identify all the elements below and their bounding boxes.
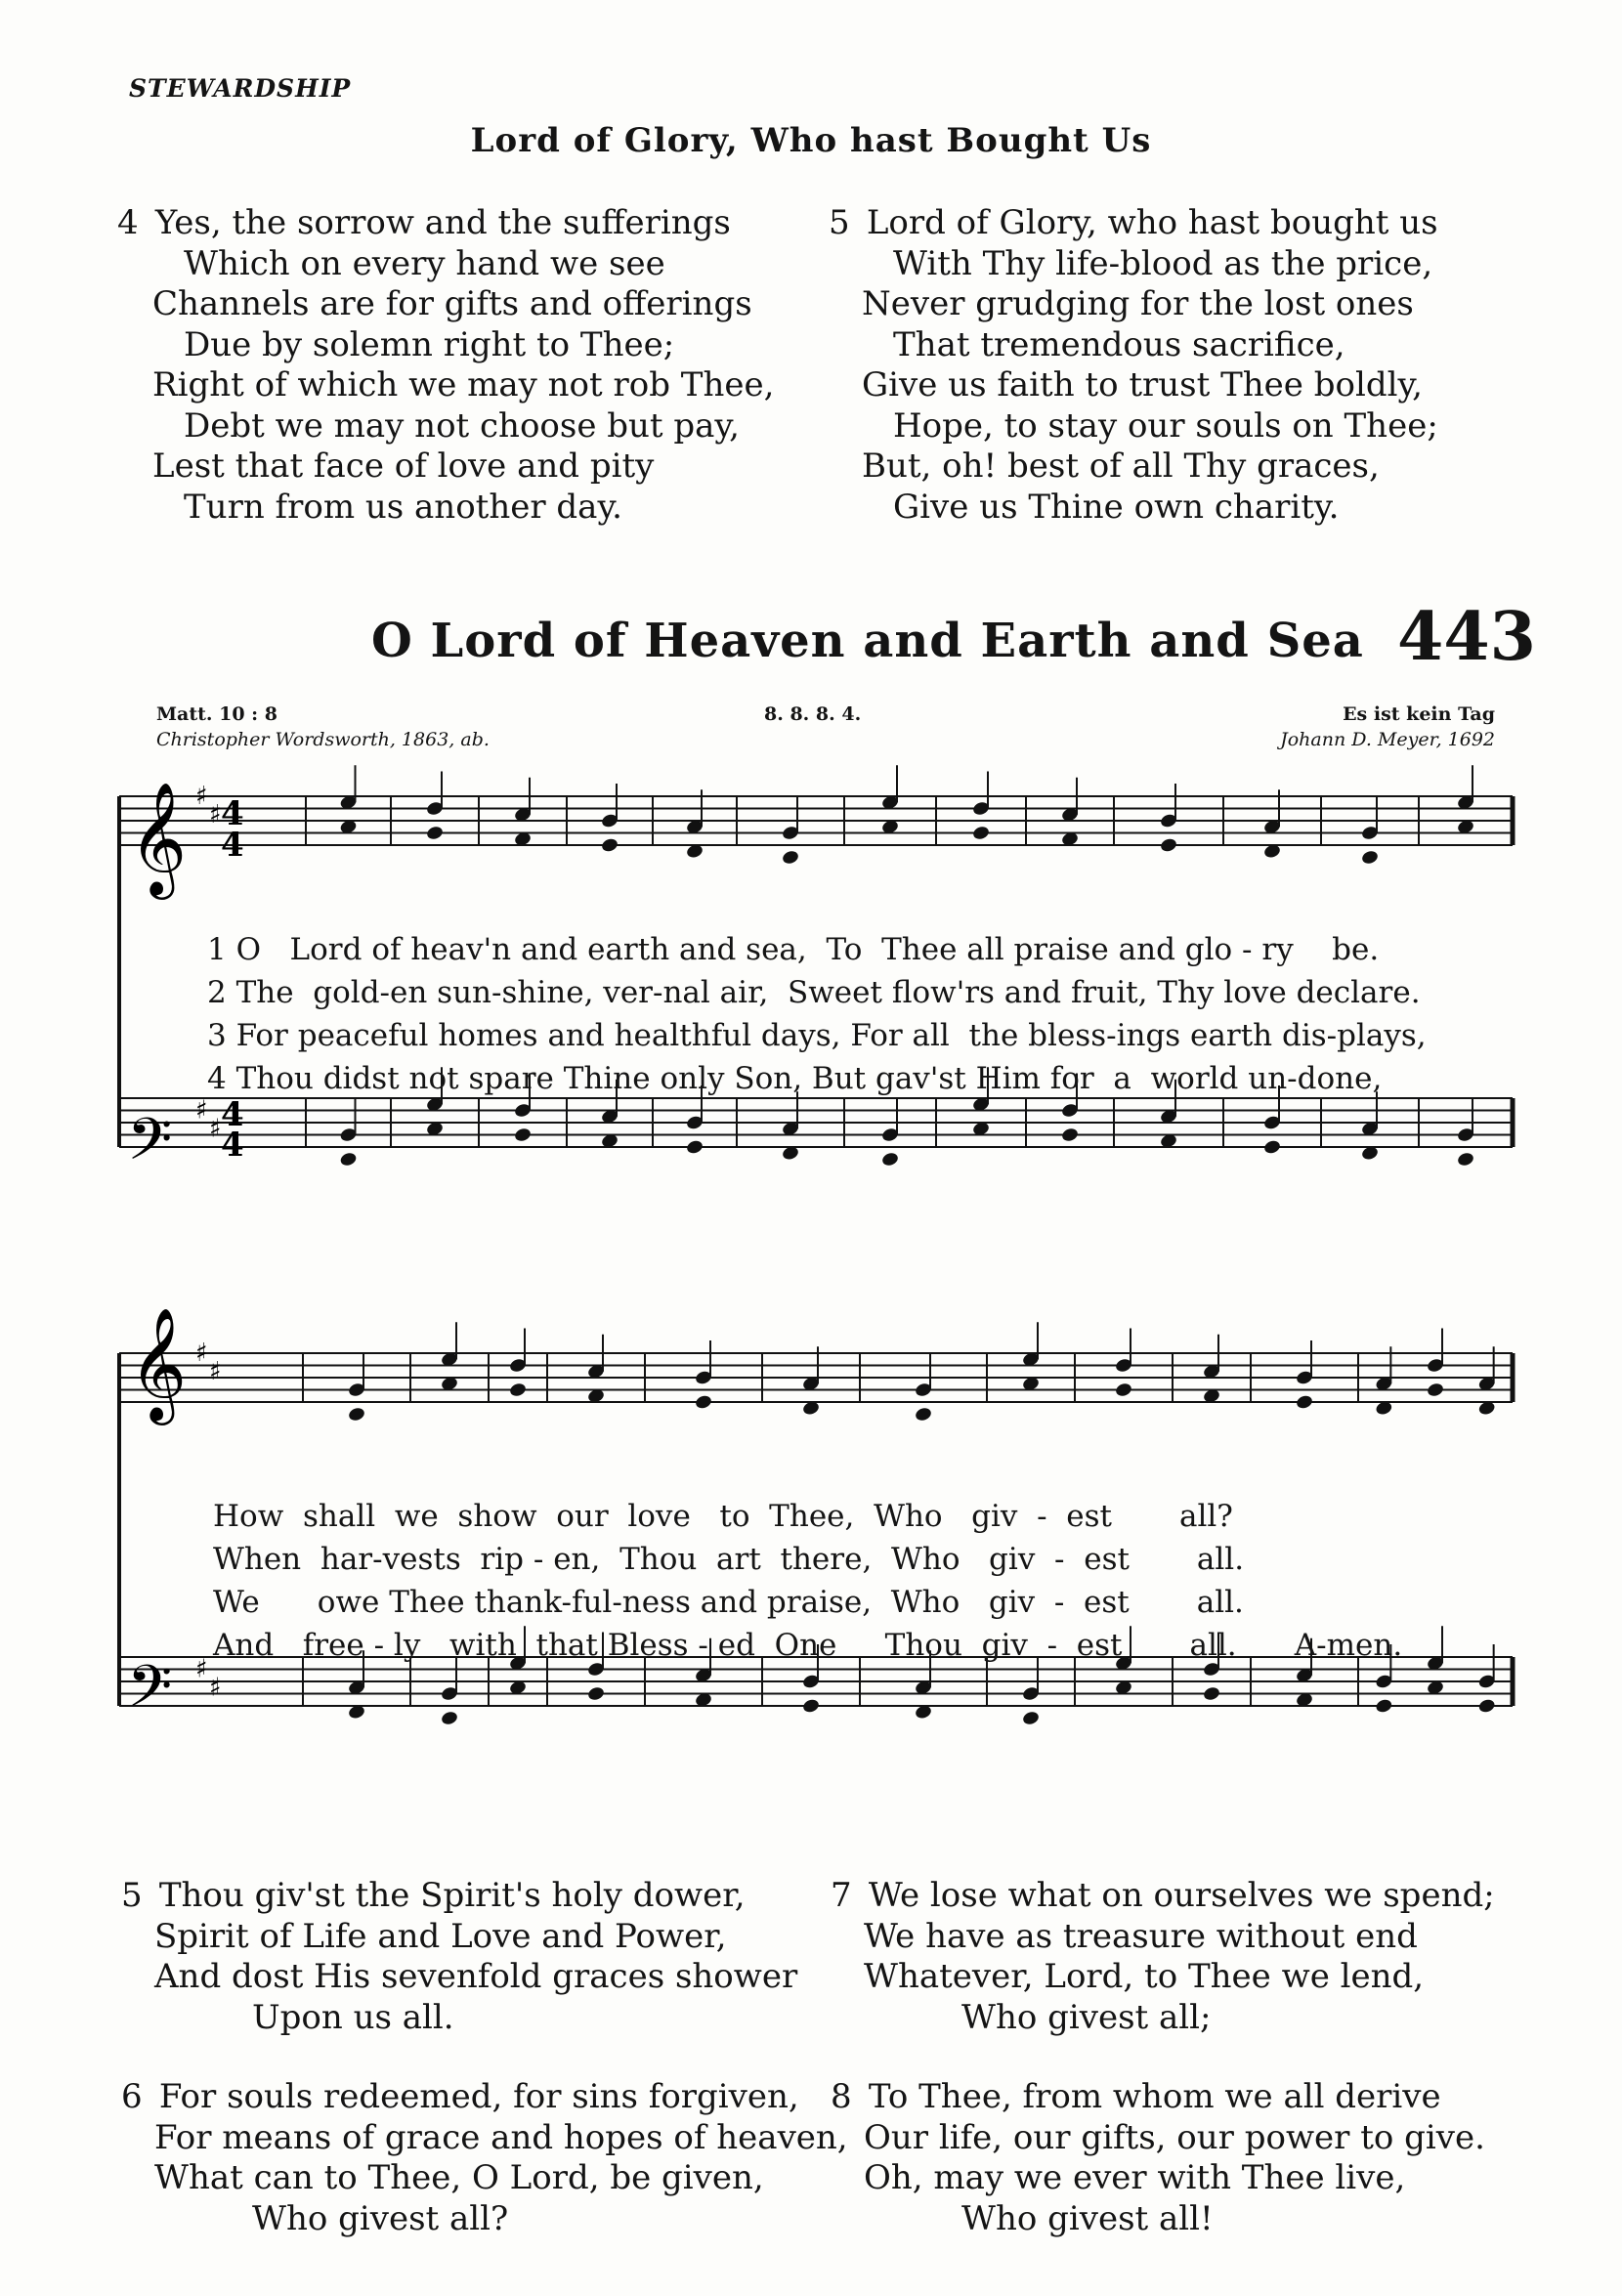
stanza-number: 8 xyxy=(831,2077,852,2116)
meter: 8. 8. 8. 4. xyxy=(764,703,862,725)
stanza-line: And dost His sevenfold graces shower xyxy=(154,1957,798,1996)
lyric-line: 3 For peaceful homes and healthful days, For all the bless-ings earth dis-plays, xyxy=(207,1018,1427,1053)
stanza-line: We have as treasure without end xyxy=(864,1916,1418,1956)
author-credit: Christopher Wordsworth, 1863, ab. xyxy=(156,729,490,750)
stanza-line: Lest that face of love and pity xyxy=(152,446,655,486)
stanza-line: Our life, our gifts, our power to give. xyxy=(864,2117,1485,2157)
stanza-line: Who givest all! xyxy=(961,2198,1214,2238)
stanza-8 xyxy=(831,2077,1485,2239)
stanza-line: Channels are for gifts and offerings xyxy=(152,284,752,323)
note-head xyxy=(694,1394,712,1411)
stanza-line: Who givest all? xyxy=(252,2198,509,2238)
lyric-line: When har-vests rip - en, Thou art there, Who giv - est all. xyxy=(213,1542,1245,1577)
stanza-line: Who givest all; xyxy=(961,1997,1212,2037)
stanza-line: Upon us all. xyxy=(252,1997,454,2037)
scripture-reference: Matt. 10 : 8 xyxy=(156,703,278,725)
lyric-line: We owe Thee thank-ful-ness and praise, Who giv - est all. xyxy=(213,1585,1244,1620)
sharp-icon: ♯ xyxy=(209,799,222,829)
hymn-title: O Lord of Heaven and Earth and Sea xyxy=(371,614,1364,668)
note-head xyxy=(1477,1698,1496,1715)
note-head xyxy=(1375,1698,1393,1715)
note-head xyxy=(1295,1394,1313,1411)
stanza-line: Right of which we may not rob Thee, xyxy=(152,365,775,404)
stanza-5 xyxy=(121,1876,797,2038)
lyric-line: How shall we show our love to Thee, Who giv - est all? xyxy=(213,1499,1233,1534)
note-head xyxy=(1456,1151,1474,1168)
note-head xyxy=(425,825,444,841)
stanza-line: Hope, to stay our souls on Thee; xyxy=(893,405,1438,446)
sharp-icon: ♯ xyxy=(195,1654,208,1684)
stanza-line: Whatever, Lord, to Thee we lend, xyxy=(864,1957,1425,1996)
stanza-number: 7 xyxy=(831,1876,852,1915)
note-head xyxy=(600,837,619,854)
stanza-number: 5 xyxy=(121,1876,143,1915)
svg-text:4: 4 xyxy=(221,826,244,865)
stanza-line: Due by solemn right to Thee; xyxy=(184,324,675,364)
svg-text:𝄢: 𝄢 xyxy=(127,1105,173,1187)
note-head xyxy=(347,1406,365,1423)
treble-clef-icon xyxy=(129,781,187,1425)
note-head xyxy=(1360,849,1379,866)
stanza-line: Lord of Glory, who hast bought us xyxy=(866,203,1438,242)
sharp-icon: ♯ xyxy=(195,782,208,811)
lyric-line: 2 The gold-en sun-shine, ver-nal air, Sweet flow'rs and fruit, Thy love declare. xyxy=(207,975,1421,1010)
svg-text:4: 4 xyxy=(221,794,244,833)
stanza-number: 6 xyxy=(121,2077,143,2116)
note-head xyxy=(339,1151,358,1168)
stanza-number: 4 xyxy=(117,203,139,242)
stanza-line: Debt we may not choose but pay, xyxy=(184,405,740,446)
stanza-line: To Thee, from whom we all derive xyxy=(868,2077,1441,2116)
note-head xyxy=(914,1406,932,1423)
note-head xyxy=(1262,1139,1281,1156)
stanza-line: With Thy life-blood as the price, xyxy=(893,243,1433,283)
note-head xyxy=(586,1685,605,1702)
sharp-icon: ♯ xyxy=(209,1114,222,1144)
note-head xyxy=(801,1698,820,1715)
section-label: STEWARDSHIP xyxy=(129,74,352,103)
note-head xyxy=(508,1382,527,1398)
stanza-line: For souls redeemed, for sins forgiven, xyxy=(158,2077,799,2116)
stanza-line: Give us Thine own charity. xyxy=(893,487,1340,527)
stanza-line: But, oh! best of all Thy graces, xyxy=(862,446,1380,486)
note-heads xyxy=(339,765,1496,1726)
stanza-number: 5 xyxy=(829,203,850,242)
lyric-line: And free - ly with that Bless - ed One Thou giv - est all. A-men. xyxy=(213,1628,1403,1663)
sharp-icon: ♯ xyxy=(209,1673,222,1703)
stanza-7 xyxy=(831,1876,1495,2038)
stanza-line: Yes, the sorrow and the sufferings xyxy=(154,203,731,242)
svg-text:4: 4 xyxy=(221,1095,244,1134)
svg-text:𝄢: 𝄢 xyxy=(127,1652,173,1734)
note-head xyxy=(1021,1710,1040,1726)
stanza-line: Turn from us another day. xyxy=(184,487,622,527)
note-head xyxy=(685,1139,704,1156)
stanza-line: We lose what on ourselves we spend; xyxy=(868,1876,1495,1915)
note-head xyxy=(1202,1685,1220,1702)
stanza-line: Give us faith to trust Thee boldly, xyxy=(862,365,1423,404)
svg-text:𝄞: 𝄞 xyxy=(129,1306,188,1421)
lyric-line: 1 O Lord of heav'n and earth and sea, To Thee all praise and glo - ry be. xyxy=(207,932,1380,967)
tune-name: Es ist kein Tag xyxy=(1343,703,1495,725)
note-head xyxy=(440,1710,458,1726)
svg-text:4: 4 xyxy=(221,1126,244,1165)
sharp-icon: ♯ xyxy=(195,1095,208,1126)
svg-text:𝄞: 𝄞 xyxy=(129,781,188,895)
note-head xyxy=(1060,1127,1079,1143)
sharp-icon: ♯ xyxy=(209,1356,222,1386)
note-head xyxy=(1114,1382,1132,1398)
note-head xyxy=(1426,1382,1444,1398)
note-head xyxy=(513,1127,532,1143)
note-head xyxy=(880,1151,899,1168)
note-head xyxy=(781,849,799,866)
lyric-line: 4 Thou didst not spare Thine only Son, But gav'st Him for a world un-done, xyxy=(207,1061,1383,1096)
stanza-line: Which on every hand we see xyxy=(184,243,665,283)
stanza-line: That tremendous sacrifice, xyxy=(893,324,1345,364)
stanza-6 xyxy=(121,2077,848,2239)
stanza-line: Spirit of Life and Love and Power, xyxy=(154,1916,727,1956)
sharp-icon: ♯ xyxy=(195,1339,208,1368)
note-head xyxy=(1159,837,1177,854)
stanza-line: Thou giv'st the Spirit's holy dower, xyxy=(158,1876,746,1915)
stanza-line: For means of grace and hopes of heaven, xyxy=(154,2117,848,2157)
note-head xyxy=(971,825,990,841)
stanza-line: Never grudging for the lost ones xyxy=(862,284,1414,323)
stanza-line: What can to Thee, O Lord, be given, xyxy=(154,2158,764,2197)
previous-hymn-title: Lord of Glory, Who hast Bought Us xyxy=(470,121,1152,160)
stanza-line: Oh, may we ever with Thee live, xyxy=(864,2158,1406,2197)
composer-credit: Johann D. Meyer, 1692 xyxy=(1280,729,1495,750)
hymn-number: 443 xyxy=(1397,598,1536,676)
